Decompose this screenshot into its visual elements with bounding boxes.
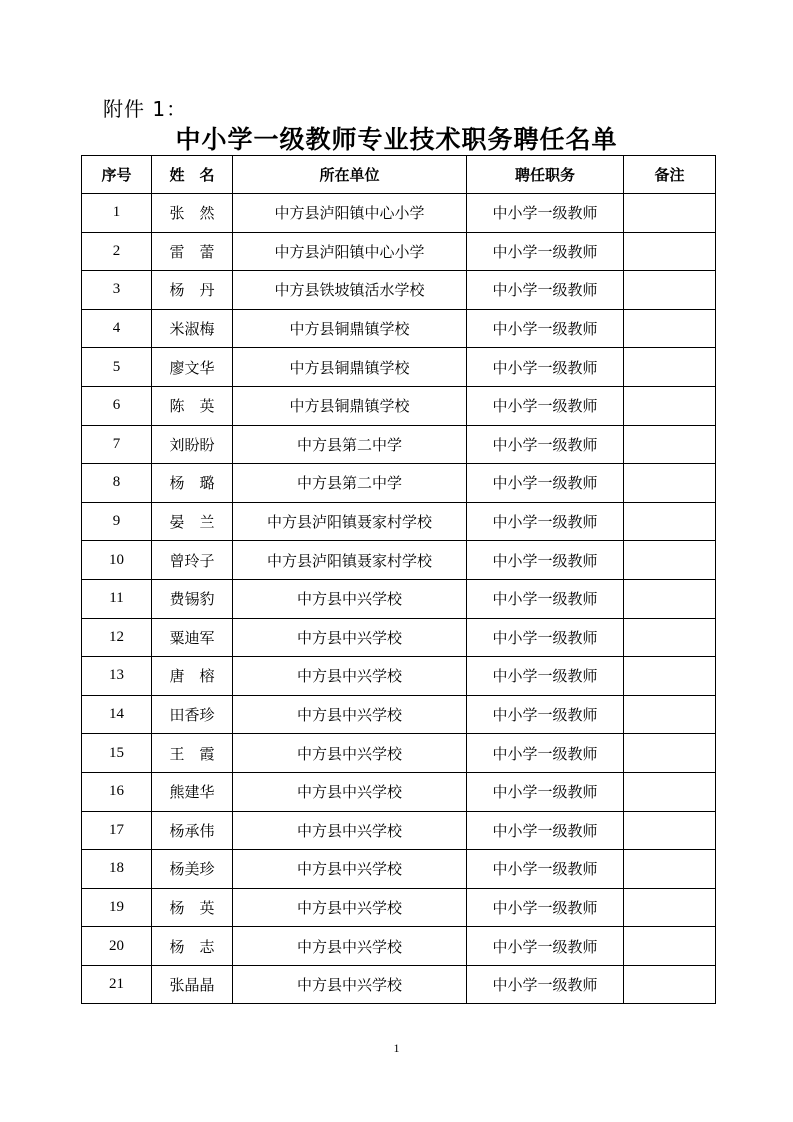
cell-unit: 中方县泸阳镇中心小学 <box>233 232 467 271</box>
cell-name: 杨承伟 <box>152 811 233 850</box>
cell-position: 中小学一级教师 <box>467 657 624 696</box>
table-body <box>82 194 716 1004</box>
cell-index: 10 <box>82 541 152 580</box>
cell-unit: 中方县铜鼎镇学校 <box>233 348 467 387</box>
table-row <box>82 579 716 618</box>
cell-index: 8 <box>82 464 152 503</box>
cell-index: 14 <box>82 695 152 734</box>
cell-remark <box>624 811 716 850</box>
page-number: 1 <box>393 1041 400 1055</box>
cell-position: 中小学一级教师 <box>467 579 624 618</box>
header-position: 聘任职务 <box>467 156 624 194</box>
cell-position: 中小学一级教师 <box>467 927 624 966</box>
cell-remark <box>624 888 716 927</box>
cell-position: 中小学一级教师 <box>467 271 624 310</box>
cell-position: 中小学一级教师 <box>467 618 624 657</box>
table-row <box>82 348 716 387</box>
table-row <box>82 541 716 580</box>
cell-position: 中小学一级教师 <box>467 541 624 580</box>
cell-position: 中小学一级教师 <box>467 695 624 734</box>
cell-unit: 中方县泸阳镇聂家村学校 <box>233 541 467 580</box>
cell-unit: 中方县中兴学校 <box>233 772 467 811</box>
cell-index: 4 <box>82 309 152 348</box>
cell-index: 1 <box>82 194 152 233</box>
cell-index: 19 <box>82 888 152 927</box>
cell-unit: 中方县中兴学校 <box>233 695 467 734</box>
cell-position: 中小学一级教师 <box>467 734 624 773</box>
cell-index: 11 <box>82 579 152 618</box>
cell-name: 陈 英 <box>152 386 233 425</box>
cell-name: 杨 丹 <box>152 271 233 310</box>
table-row <box>82 734 716 773</box>
cell-unit: 中方县第二中学 <box>233 425 467 464</box>
cell-index: 2 <box>82 232 152 271</box>
cell-remark <box>624 618 716 657</box>
cell-index: 7 <box>82 425 152 464</box>
cell-name: 张晶晶 <box>152 965 233 1004</box>
cell-remark <box>624 579 716 618</box>
cell-position: 中小学一级教师 <box>467 309 624 348</box>
cell-unit: 中方县铜鼎镇学校 <box>233 309 467 348</box>
cell-remark <box>624 965 716 1004</box>
cell-index: 3 <box>82 271 152 310</box>
cell-position: 中小学一级教师 <box>467 386 624 425</box>
cell-name: 张 然 <box>152 194 233 233</box>
cell-index: 12 <box>82 618 152 657</box>
cell-unit: 中方县中兴学校 <box>233 579 467 618</box>
cell-position: 中小学一级教师 <box>467 772 624 811</box>
cell-position: 中小学一级教师 <box>467 502 624 541</box>
cell-index: 17 <box>82 811 152 850</box>
cell-unit: 中方县中兴学校 <box>233 811 467 850</box>
cell-name: 粟迪军 <box>152 618 233 657</box>
cell-remark <box>624 425 716 464</box>
cell-name: 王 霞 <box>152 734 233 773</box>
cell-remark <box>624 734 716 773</box>
table-row <box>82 502 716 541</box>
cell-remark <box>624 271 716 310</box>
cell-name: 田香珍 <box>152 695 233 734</box>
cell-unit: 中方县泸阳镇中心小学 <box>233 194 467 233</box>
cell-name: 杨 志 <box>152 927 233 966</box>
cell-position: 中小学一级教师 <box>467 194 624 233</box>
cell-name: 杨美珍 <box>152 850 233 889</box>
cell-name: 曾玲子 <box>152 541 233 580</box>
cell-name: 廖文华 <box>152 348 233 387</box>
cell-index: 5 <box>82 348 152 387</box>
table-header-row <box>82 156 716 194</box>
cell-unit: 中方县中兴学校 <box>233 965 467 1004</box>
cell-remark <box>624 502 716 541</box>
cell-remark <box>624 309 716 348</box>
cell-unit: 中方县中兴学校 <box>233 927 467 966</box>
table-row <box>82 850 716 889</box>
cell-remark <box>624 232 716 271</box>
cell-unit: 中方县铜鼎镇学校 <box>233 386 467 425</box>
cell-remark <box>624 850 716 889</box>
cell-index: 21 <box>82 965 152 1004</box>
header-remark: 备注 <box>624 156 716 194</box>
table-row <box>82 271 716 310</box>
cell-index: 6 <box>82 386 152 425</box>
cell-unit: 中方县中兴学校 <box>233 618 467 657</box>
cell-position: 中小学一级教师 <box>467 348 624 387</box>
cell-name: 费锡豹 <box>152 579 233 618</box>
cell-remark <box>624 695 716 734</box>
cell-name: 杨 璐 <box>152 464 233 503</box>
cell-remark <box>624 386 716 425</box>
cell-remark <box>624 772 716 811</box>
cell-name: 米淑梅 <box>152 309 233 348</box>
table-row <box>82 232 716 271</box>
cell-unit: 中方县泸阳镇聂家村学校 <box>233 502 467 541</box>
cell-position: 中小学一级教师 <box>467 965 624 1004</box>
table-row <box>82 695 716 734</box>
cell-index: 16 <box>82 772 152 811</box>
cell-name: 杨 英 <box>152 888 233 927</box>
appointment-table <box>81 155 716 1004</box>
table-row <box>82 965 716 1004</box>
cell-position: 中小学一级教师 <box>467 850 624 889</box>
cell-unit: 中方县中兴学校 <box>233 734 467 773</box>
cell-position: 中小学一级教师 <box>467 425 624 464</box>
cell-index: 18 <box>82 850 152 889</box>
cell-unit: 中方县中兴学校 <box>233 657 467 696</box>
table-row <box>82 194 716 233</box>
cell-name: 晏 兰 <box>152 502 233 541</box>
cell-remark <box>624 194 716 233</box>
table-row <box>82 309 716 348</box>
cell-position: 中小学一级教师 <box>467 888 624 927</box>
table-row <box>82 425 716 464</box>
header-index: 序号 <box>82 156 152 194</box>
table-row <box>82 811 716 850</box>
cell-index: 9 <box>82 502 152 541</box>
table-row <box>82 927 716 966</box>
table-row <box>82 657 716 696</box>
header-unit: 所在单位 <box>233 156 467 194</box>
cell-name: 熊建华 <box>152 772 233 811</box>
cell-remark <box>624 464 716 503</box>
cell-unit: 中方县铁坡镇活水学校 <box>233 271 467 310</box>
cell-index: 20 <box>82 927 152 966</box>
document-title: 中小学一级教师专业技术职务聘任名单 <box>175 125 618 154</box>
cell-remark <box>624 657 716 696</box>
cell-unit: 中方县中兴学校 <box>233 888 467 927</box>
cell-position: 中小学一级教师 <box>467 811 624 850</box>
cell-remark <box>624 927 716 966</box>
cell-position: 中小学一级教师 <box>467 464 624 503</box>
table-row <box>82 618 716 657</box>
cell-name: 唐 榕 <box>152 657 233 696</box>
header-name: 姓 名 <box>152 156 233 194</box>
table-row <box>82 464 716 503</box>
cell-name: 雷 蕾 <box>152 232 233 271</box>
table-row <box>82 772 716 811</box>
cell-index: 13 <box>82 657 152 696</box>
cell-position: 中小学一级教师 <box>467 232 624 271</box>
cell-unit: 中方县中兴学校 <box>233 850 467 889</box>
cell-unit: 中方县第二中学 <box>233 464 467 503</box>
attachment-label: 附件 1： <box>103 97 188 121</box>
cell-remark <box>624 348 716 387</box>
cell-name: 刘盼盼 <box>152 425 233 464</box>
table-row <box>82 888 716 927</box>
cell-index: 15 <box>82 734 152 773</box>
cell-remark <box>624 541 716 580</box>
table-row <box>82 386 716 425</box>
